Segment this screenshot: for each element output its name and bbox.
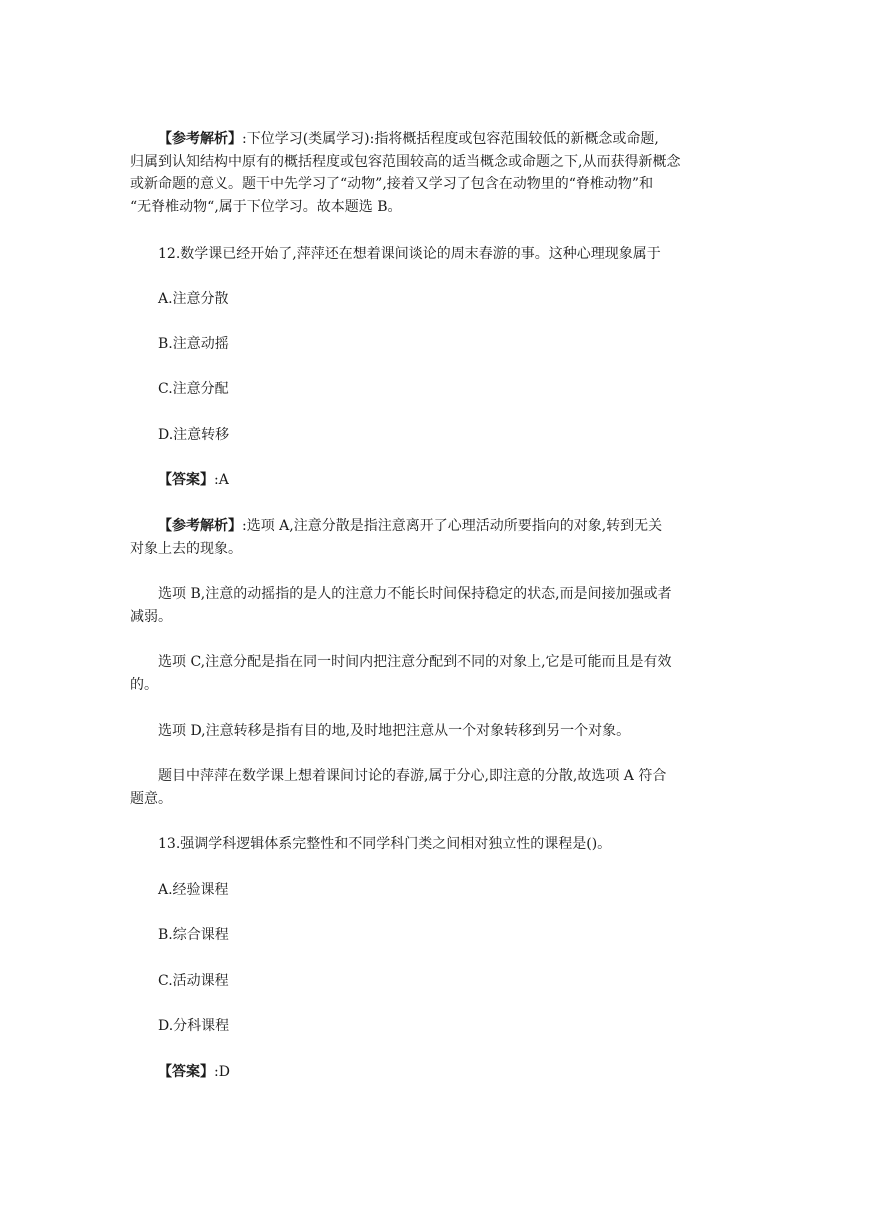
question-13-option-b: B.综合课程 xyxy=(158,927,229,943)
analysis-paragraph-q11 xyxy=(130,128,738,218)
question-13-stem: 13.强调学科逻辑体系完整性和不同学科门类之间相对独立性的课程是()。 xyxy=(158,836,612,852)
answer-value: :D xyxy=(214,1064,230,1080)
question-12-option-b-explanation: 选项 B,注意的动摇指的是人的注意力不能长时间保持稳定的状态,而是间接加强或者 减弱。 xyxy=(130,586,672,625)
question-12-option-d-explanation: 选项 D,注意转移是指有目的地,及时地把注意从一个对象转移到另一个对象。 xyxy=(158,723,631,739)
question-12-option-d: D.注意转移 xyxy=(158,427,230,443)
question-12-option-c-explanation: 选项 C,注意分配是指在同一时间内把注意分配到不同的对象上,它是可能而且是有效 的。 xyxy=(130,654,672,693)
question-12-option-b: B.注意动摇 xyxy=(158,336,229,352)
analysis-line-1: 【参考解析】:下位学习(类属学习):指将概括程度或包容范围较低的新概念或命题, xyxy=(158,131,659,147)
question-12-analysis: 【参考解析】:选项 A,注意分散是指注意离开了心理活动所要指向的对象,转到无关 对象上去的现象。 xyxy=(130,518,663,557)
question-13-option-a: A.经验课程 xyxy=(158,882,229,898)
question-12-option-c: C.注意分配 xyxy=(158,381,229,397)
question-13-answer xyxy=(130,1061,738,1084)
question-13-option-c: C.活动课程 xyxy=(158,973,229,989)
analysis-tag: 【参考解析】 xyxy=(158,131,242,147)
question-13-option-d: D.分科课程 xyxy=(158,1018,230,1034)
question-12-stem: 12.数学课已经开始了,萍萍还在想着课间谈论的周末春游的事。这种心理现象属于 xyxy=(158,246,661,262)
question-12-conclusion: 题目中萍萍在数学课上想着课间讨论的春游,属于分心,即注意的分散,故选项 A 符合 题意。 xyxy=(130,768,667,807)
question-12-option-a: A.注意分散 xyxy=(158,291,229,307)
analysis-tag: 【参考解析】 xyxy=(158,518,242,534)
analysis-line-2: 归属到认知结构中原有的概括程度或包容范围较高的适当概念或命题之下,从而获得新概念 xyxy=(130,153,681,170)
question-12-answer xyxy=(130,469,738,492)
analysis-line-3: 或新命题的意义。题干中先学习了“动物”,接着又学习了包含在动物里的“脊椎动物”和 xyxy=(130,176,654,192)
answer-tag: 【答案】 xyxy=(158,1064,214,1080)
answer-value: :A xyxy=(214,472,229,488)
analysis-line-4: “无脊椎动物“,属于下位学习。故本题选 B。 xyxy=(130,198,402,215)
answer-tag: 【答案】 xyxy=(158,472,214,488)
